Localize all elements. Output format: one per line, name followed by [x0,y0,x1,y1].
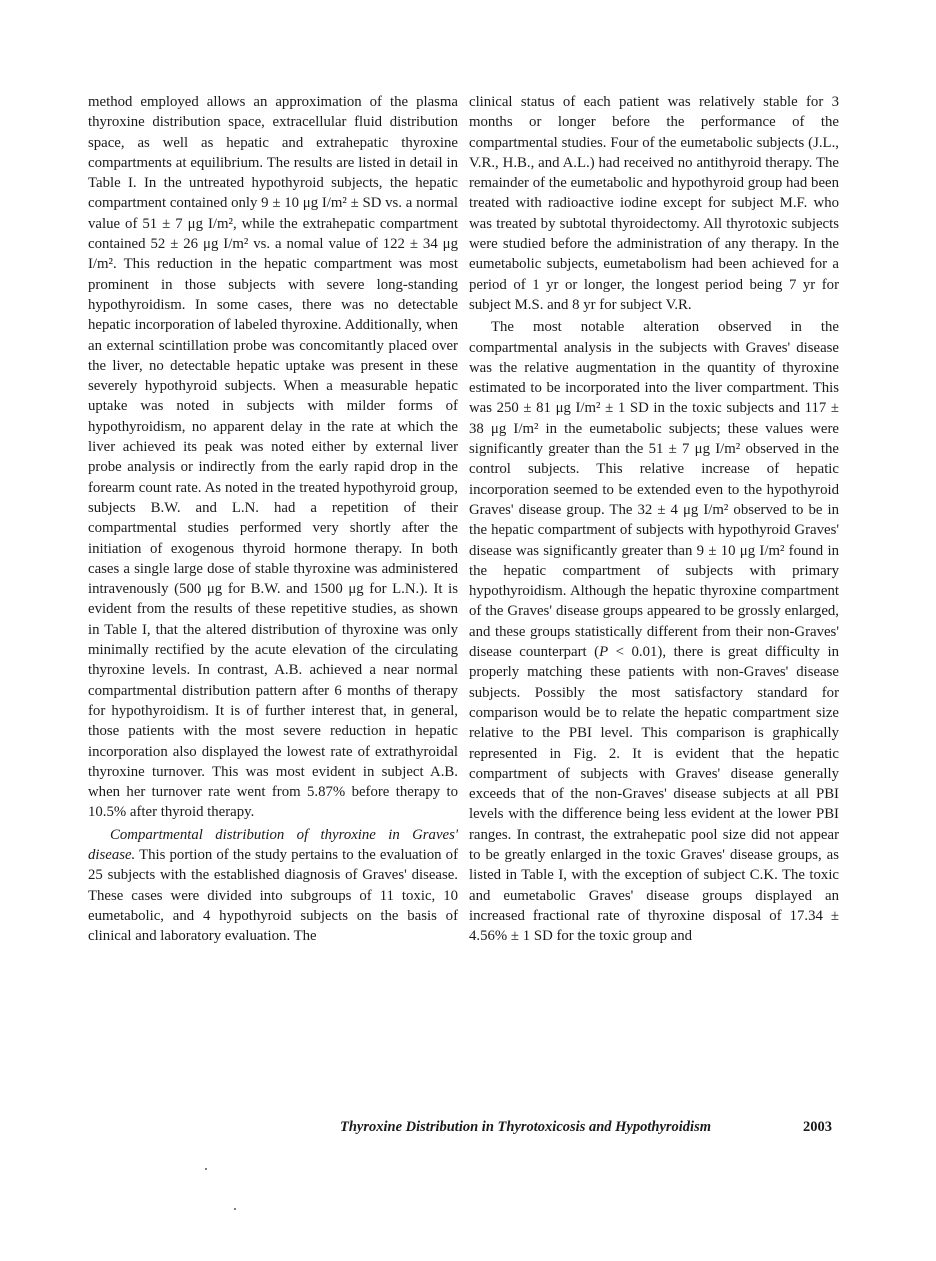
paragraph-text: This portion of the study pertains to the evaluation of 25 subjects with the established diagnosis of Graves' disease. These cases were divided into subgroups of 11 toxic, 10 eumetabolic, and 4 hypothyroid subjects on the basis of clinical and laboratory evaluation. The [88,846,458,945]
left-column [88,92,458,946]
body-paragraph: method employed allows an approximation of the plasma thyroxine distribution space, extracellular fluid distribution space, as well as hepatic and extrahepatic thyroxine compartments at equilibrium. The results are listed in detail in Table I. In the untreated hypothyroid subjects, the hepatic compartment contained only 9 ± 10 μg I/m² ± SD vs. a normal value of 51 ± 7 μg I/m², while the extrahepatic compartment contained 52 ± 26 μg I/m² vs. a nomal value of 122 ± 34 μg I/m². This reduction in the hepatic compartment was most prominent in those subjects with severe long-standing hypothyroidism. In some cases, there was no detectable hepatic incorporation of labeled thyroxine. Additionally, when an external scintillation probe was concomitantly placed over the liver, no detectable hepatic uptake was present in these severely hypothyroid subjects. When a measurable hepatic uptake was noted in subjects with milder forms of hypothyroidism, no apparent delay in the rate at which the liver achieved its peak was noted either by external liver probe analysis or indirectly from the early rapid drop in the forearm count rate. As noted in the treated hypothyroid group, subjects B.W. and L.N. had a repetition of their compartmental studies performed very shortly after the initiation of exogenous thyroid hormone therapy. In both cases a single large dose of stable thyroxine was administered intravenously (500 μg for B.W. and 1500 μg for L.N.). It is evident from the results of these repetitive studies, as shown in Table I, that the altered distribution of thyroxine was only minimally rectified by the acute elevation of the circulating thyroxine levels. In contrast, A.B. achieved a near normal compartmental distribution pattern after 6 months of therapy for hypothyroidism. It is of further interest that, in general, those patients with the most severe reduction in hepatic incorporation also displayed the lowest rate of extrathyroidal thyroxine turnover. This was most evident in subject A.B. when her turnover rate went from 5.87% before therapy to 10.5% after thyroid therapy. [88,94,458,821]
running-title: Thyroxine Distribution in Thyrotoxicosis and Hypothyroidism [340,1119,712,1135]
print-speck [205,1168,207,1170]
run-in-heading: Compartmental distribution of thyroxine in Graves' disease. [88,826,458,863]
paragraph-text: The most notable alteration observed in the compartmental analysis in the subjects with Graves' disease was the relative augmentation in the quantity of thyroxine estimated to be incorporated into the liver compartment. This was 250 ± 81 μg I/m² ± 1 SD in the toxic subjects and 117 ± 38 μg I/m² in the eumetabolic subjects; these values were significantly greater than the 51 ± 7 μg I/m² observed in the control subjects. This relative increase of hepatic incorporation seemed to be extended even to the hypothyroid Graves' disease group. The 32 ± 4 μg I/m² observed to be in the hepatic compartment of subjects with hypothyroid Graves' disease was significantly greater than 9 ± 10 μg I/m² found in the hepatic compartment of subjects with primary hypothyroidism. Although the hepatic thyroxine compartment of the Graves' disease groups appeared to be grossly enlarged, and these groups statistically different from their non-Graves' disease counterpart ( [469,319,839,661]
body-paragraph [469,317,839,946]
paragraph-text: < 0.01), there is great difficulty in properly matching these patients with non-Graves' disease subjects. Possibly the most satisfactory standard for comparison would be to relate the hepatic compartment size relative to the PBI level. This comparison is graphically represented in Fig. 2. It is evident that the hepatic compartment of subjects with Graves' disease generally exceeds that of the non-Graves' disease subjects at all PBI levels with the difference being less evident at the lower PBI ranges. In contrast, the extrahepatic pool size did not appear to be greatly enlarged in the toxic Graves' disease groups, as listed in Table I, with the exception of subject C.K. The toxic and eumetabolic Graves' disease groups displayed an increased fractional rate of thyroxine disposal of 17.34 ± 4.56% ± 1 SD for the toxic group and [469,644,839,945]
page-footer [340,1119,840,1136]
body-paragraph: clinical status of each patient was relatively stable for 3 months or longer before the performance of the compartmental studies. Four of the eumetabolic subjects (J.L., V.R., H.B., and A.L.) had received no antithyroid therapy. The remainder of the eumetabolic and hypothyroid group had been treated with radioactive iodine except for subject M.F. who was treated by subtotal thyroidectomy. All thyrotoxic subjects were studied before the administration of any therapy. In the eumetabolic subjects, eumetabolism had been achieved for a period of 1 yr or longer, the longest period being 7 yr for subject M.S. and 8 yr for subject V.R. [469,94,839,313]
print-speck [234,1208,236,1210]
section-paragraph-graves [88,825,458,947]
page-number: 2003 [803,1119,832,1135]
right-column [469,92,839,946]
p-value-symbol: P [599,644,609,661]
